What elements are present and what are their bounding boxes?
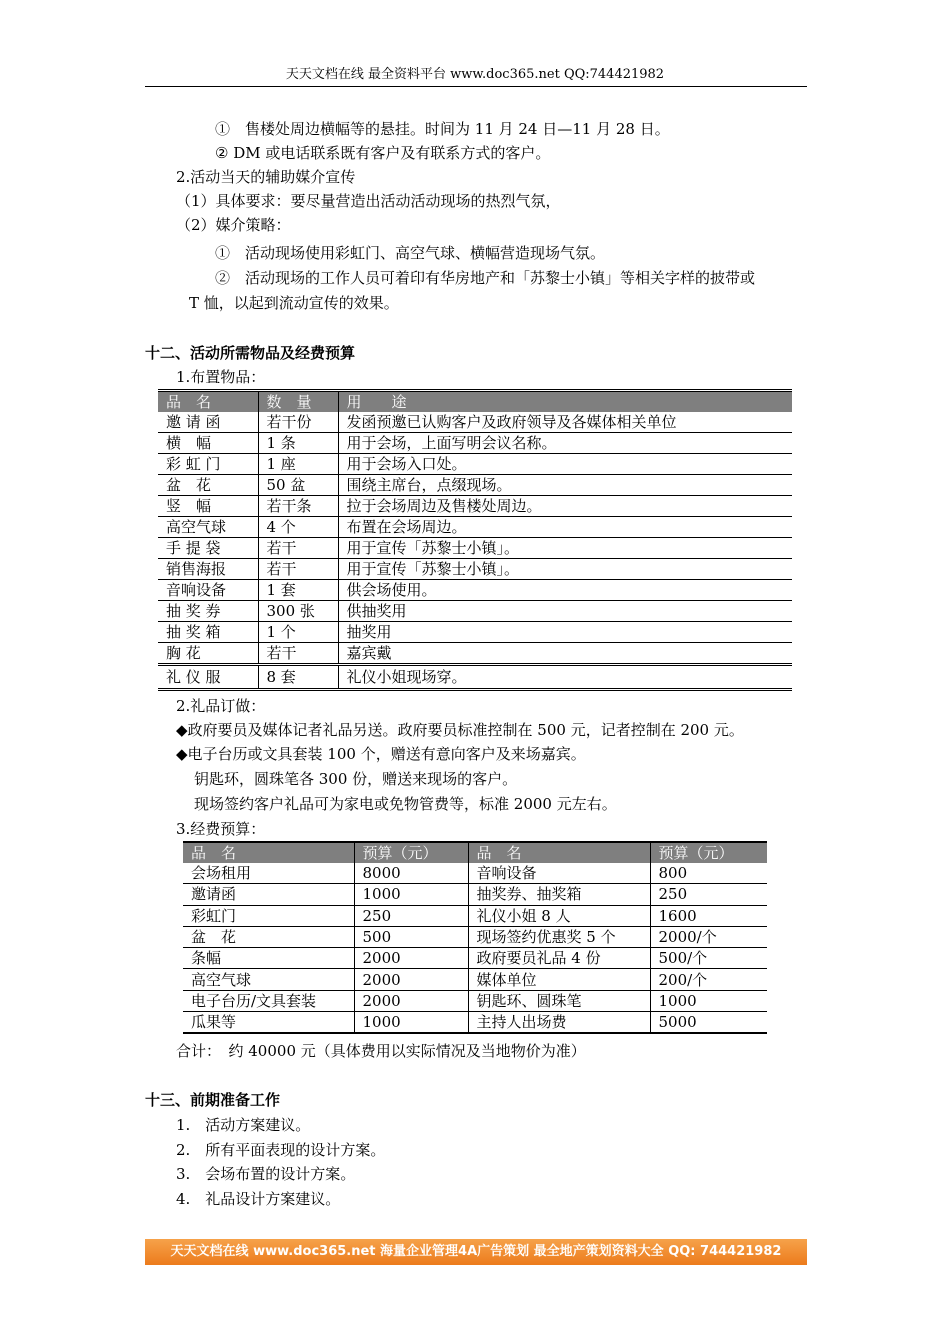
table-row xyxy=(158,475,792,496)
column-header: 预算（元） xyxy=(354,842,468,863)
cell: 围绕主席台，点缀现场。 xyxy=(338,475,792,496)
cell: 8000 xyxy=(354,863,468,884)
cell: 1600 xyxy=(650,905,767,926)
table-row xyxy=(158,622,792,643)
intro-line: ② DM 或电话联系既有客户及有联系方式的客户。 xyxy=(215,144,551,162)
table-row xyxy=(158,433,792,454)
header-rule xyxy=(145,86,807,87)
cell: 500/个 xyxy=(650,948,767,969)
cell: 1 条 xyxy=(258,433,338,454)
gift-line: ◆政府要员及媒体记者礼品另送。政府要员标准控制在 500 元，记者控制在 200 元。 xyxy=(176,721,744,739)
cell: 胸 花 xyxy=(158,643,258,665)
table-row xyxy=(158,496,792,517)
intro-line: ② 活动现场的工作人员可着印有华房地产和「苏黎士小镇」等相关字样的披带或 xyxy=(215,269,756,287)
cell: 5000 xyxy=(650,1012,767,1034)
list-item: 3. 会场布置的设计方案。 xyxy=(176,1165,356,1183)
cell: 礼 仪 服 xyxy=(158,665,258,690)
column-header: 数 量 xyxy=(258,391,338,413)
table-row xyxy=(183,905,767,926)
cell: 钥匙环、圆珠笔 xyxy=(468,990,650,1011)
cell: 50 盆 xyxy=(258,475,338,496)
cell: 若干 xyxy=(258,643,338,665)
subheading-gifts: 2.礼品订做： xyxy=(176,697,266,715)
intro-line: T 恤，以起到流动宣传的效果。 xyxy=(189,294,399,312)
column-header: 品 名 xyxy=(158,391,258,413)
table-row xyxy=(158,412,792,433)
cell: 用于会场入口处。 xyxy=(338,454,792,475)
gift-line: 现场签约客户礼品可为家电或免物管费等，标准 2000 元左右。 xyxy=(194,795,617,813)
table-row xyxy=(158,665,792,690)
budget-table xyxy=(183,841,767,1034)
list-item: 2. 所有平面表现的设计方案。 xyxy=(176,1141,386,1159)
cell: 若干份 xyxy=(258,412,338,433)
intro-line: （2）媒介策略： xyxy=(176,216,291,234)
table-row xyxy=(183,990,767,1011)
table-row xyxy=(183,884,767,905)
cell: 2000 xyxy=(354,969,468,990)
subheading-items: 1.布置物品： xyxy=(176,368,266,386)
cell: 200/个 xyxy=(650,969,767,990)
intro-line: （1）具体要求：要尽量营造出活动活动现场的热烈气氛， xyxy=(176,192,561,210)
table-row xyxy=(158,454,792,475)
cell: 用于会场，上面写明会议名称。 xyxy=(338,433,792,454)
cell: 250 xyxy=(650,884,767,905)
gift-line: ◆电子台历或文具套装 100 个，赠送有意向客户及来场嘉宾。 xyxy=(176,745,586,763)
cell: 2000 xyxy=(354,990,468,1011)
column-header: 预算（元） xyxy=(650,842,767,863)
cell: 1 个 xyxy=(258,622,338,643)
items-table xyxy=(158,389,792,691)
cell: 用于宣传「苏黎士小镇」。 xyxy=(338,559,792,580)
cell: 瓜果等 xyxy=(191,1013,237,1032)
table-row xyxy=(183,969,767,990)
intro-line: ① 活动现场使用彩虹门、高空气球、横幅营造现场气氛。 xyxy=(215,244,606,262)
cell: 供抽奖用 xyxy=(338,601,792,622)
table-row xyxy=(158,601,792,622)
cell: 2000/个 xyxy=(650,926,767,947)
table-row xyxy=(183,948,767,969)
cell: 1 座 xyxy=(258,454,338,475)
cell: 电子台历/文具套装 xyxy=(183,990,354,1011)
cell: 1000 xyxy=(354,884,468,905)
cell: 300 张 xyxy=(258,601,338,622)
cell: 抽 奖 券 xyxy=(158,601,258,622)
cell: 盆 花 xyxy=(183,926,354,947)
list-item: 1. 活动方案建议。 xyxy=(176,1116,311,1134)
cell: 拉于会场周边及售楼处周边。 xyxy=(338,496,792,517)
cell: 发函预邀已认购客户及政府领导及各媒体相关单位 xyxy=(338,412,792,433)
cell: 250 xyxy=(354,905,468,926)
cell: 供会场使用。 xyxy=(338,580,792,601)
page-header: 天天文档在线 最全资料平台 www.doc365.net QQ:744421982 xyxy=(285,67,665,82)
cell: 彩 虹 门 xyxy=(158,454,258,475)
cell: 礼仪小姐现场穿。 xyxy=(338,665,792,690)
budget-total: 合计： 约 40000 元（具体费用以实际情况及当地物价为准） xyxy=(176,1042,586,1060)
cell: 布置在会场周边。 xyxy=(338,517,792,538)
list-item: 4. 礼品设计方案建议。 xyxy=(176,1190,341,1208)
cell: 高空气球 xyxy=(183,969,354,990)
cell: 现场签约优惠奖 5 个 xyxy=(468,926,650,947)
table-row xyxy=(183,1012,767,1034)
cell: 800 xyxy=(650,863,767,884)
table-row xyxy=(158,517,792,538)
cell: 条幅 xyxy=(183,948,354,969)
budget-table-header xyxy=(183,842,767,863)
cell: 手 提 袋 xyxy=(158,538,258,559)
cell: 音响设备 xyxy=(158,580,258,601)
cell: 2000 xyxy=(354,948,468,969)
table-row xyxy=(158,538,792,559)
cell: 礼仪小姐 8 人 xyxy=(468,905,650,926)
cell: 500 xyxy=(354,926,468,947)
cell: 抽奖券、抽奖箱 xyxy=(468,884,650,905)
column-header: 品 名 xyxy=(468,842,650,863)
cell: 若干条 xyxy=(258,496,338,517)
cell: 若干 xyxy=(258,538,338,559)
cell: 竖 幅 xyxy=(158,496,258,517)
cell: 会场租用 xyxy=(183,863,354,884)
cell: 盆 花 xyxy=(158,475,258,496)
cell: 媒体单位 xyxy=(468,969,650,990)
column-header: 用 途 xyxy=(338,391,792,413)
table-row xyxy=(158,559,792,580)
intro-line: ① 售楼处周边横幅等的悬挂。时间为 11 月 24 日—11 月 28 日。 xyxy=(215,120,670,138)
cell: 嘉宾戴 xyxy=(338,643,792,665)
cell: 1 套 xyxy=(258,580,338,601)
cell: 音响设备 xyxy=(468,863,650,884)
table-row xyxy=(183,926,767,947)
column-header: 品 名 xyxy=(183,842,354,863)
cell: 政府要员礼品 4 份 xyxy=(468,948,650,969)
cell: 若干 xyxy=(258,559,338,580)
cell: 高空气球 xyxy=(158,517,258,538)
items-table-header xyxy=(158,391,792,413)
cell: 1000 xyxy=(354,1012,468,1034)
cell: 用于宣传「苏黎士小镇」。 xyxy=(338,538,792,559)
subheading-budget: 3.经费预算： xyxy=(176,820,266,838)
table-row xyxy=(158,643,792,665)
cell: 彩虹门 xyxy=(183,905,354,926)
cell: 8 套 xyxy=(258,665,338,690)
cell: 抽 奖 箱 xyxy=(158,622,258,643)
section-13-title: 十三、前期准备工作 xyxy=(145,1091,281,1109)
cell: 4 个 xyxy=(258,517,338,538)
cell: 1000 xyxy=(650,990,767,1011)
cell: 销售海报 xyxy=(158,559,258,580)
cell: 抽奖用 xyxy=(338,622,792,643)
cell: 邀请函 xyxy=(183,884,354,905)
table-row xyxy=(183,863,767,884)
cell: 邀 请 函 xyxy=(158,412,258,433)
cell: 主持人出场费 xyxy=(468,1012,650,1034)
footer-banner[interactable]: 天天文档在线 www.doc365.net 海量企业管理4A广告策划 最全地产策划资料大全 QQ: 744421982 xyxy=(145,1239,807,1265)
gift-line: 钥匙环，圆珠笔各 300 份，赠送来现场的客户。 xyxy=(194,770,518,788)
section-12-title: 十二、活动所需物品及经费预算 xyxy=(145,344,356,362)
table-row xyxy=(158,580,792,601)
cell: 横 幅 xyxy=(158,433,258,454)
intro-line: 2.活动当天的辅助媒介宣传 xyxy=(176,168,356,186)
